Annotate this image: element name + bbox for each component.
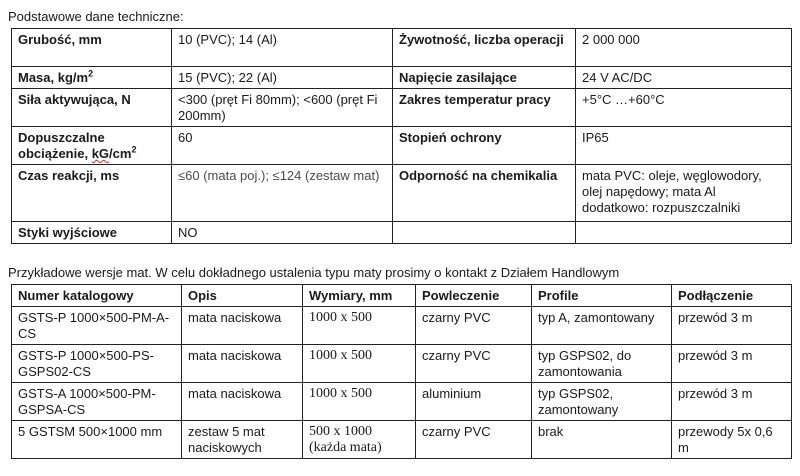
spec-value: mata PVC: oleje, węglowodory, olej napędowy; mata Al dodatkowo: rozpuszczalniki <box>576 165 792 222</box>
catalog-number: 5 GSTSM 500×1000 mm <box>12 421 182 459</box>
spec-value: 10 (PVC); 14 (Al) <box>172 29 393 67</box>
profile: typ GSPS02, do zamontowania <box>532 345 672 383</box>
column-header: Profile <box>532 285 672 307</box>
versions-heading: Przykładowe wersje mat. W celu dokładnego ustalenia typu maty prosimy o kontakt z Działem Handlowym <box>8 265 620 280</box>
dimensions: 1000 x 500 <box>303 383 416 421</box>
description: mata naciskowa <box>182 307 303 345</box>
spec-table <box>11 28 792 244</box>
spec-label: Czas reakcji, ms <box>12 165 172 222</box>
connection: przewód 3 m <box>672 307 792 345</box>
profile: typ A, zamontowany <box>532 307 672 345</box>
dimensions: 1000 x 500 <box>303 307 416 345</box>
table-row <box>12 222 792 244</box>
spec-value: <300 (pręt Fi 80mm); <600 (pręt Fi 200mm) <box>172 89 393 127</box>
catalog-number: GSTS-P 1000×500-PS-GSPS02-CS <box>12 345 182 383</box>
description: zestaw 5 mat naciskowych <box>182 421 303 459</box>
spec-value: 2 000 000 <box>576 29 792 67</box>
dimensions: 500 x 1000 (każda mata) <box>303 421 416 459</box>
spec-heading: Podstawowe dane techniczne: <box>8 9 184 24</box>
table-row <box>12 67 792 89</box>
spec-label: Napięcie zasilające <box>393 67 576 89</box>
connection: przewód 3 m <box>672 345 792 383</box>
table-row <box>12 345 792 383</box>
spec-value: IP65 <box>576 127 792 165</box>
spec-label: Siła aktywująca, N <box>12 89 172 127</box>
spec-label: Odporność na chemikalia <box>393 165 576 222</box>
column-header: Numer katalogowy <box>12 285 182 307</box>
table-row <box>12 421 792 459</box>
table-header-row <box>12 285 792 307</box>
connection: przewód 3 m <box>672 383 792 421</box>
table-row <box>12 127 792 165</box>
spec-value: NO <box>172 222 393 244</box>
versions-table <box>11 284 792 459</box>
column-header: Opis <box>182 285 303 307</box>
spec-value: 24 V AC/DC <box>576 67 792 89</box>
column-header: Podłączenie <box>672 285 792 307</box>
coating: aluminium <box>416 383 532 421</box>
spec-label: Stopień ochrony <box>393 127 576 165</box>
table-row <box>12 307 792 345</box>
spec-value: ≤60 (mata poj.); ≤124 (zestaw mat) <box>172 165 393 222</box>
column-header: Wymiary, mm <box>303 285 416 307</box>
column-header: Powleczenie <box>416 285 532 307</box>
profile: brak <box>532 421 672 459</box>
table-row <box>12 383 792 421</box>
connection: przewody 5x 0,6 m <box>672 421 792 459</box>
catalog-number: GSTS-A 1000×500-PM-GSPSA-CS <box>12 383 182 421</box>
table-row <box>12 165 792 222</box>
profile: typ GSPS02, zamontowany <box>532 383 672 421</box>
spec-label: Dopuszczalne obciążenie, $kG/cm^2$ <box>12 127 172 165</box>
dimensions: 1000 x 500 <box>303 345 416 383</box>
coating: czarny PVC <box>416 345 532 383</box>
coating: czarny PVC <box>416 307 532 345</box>
table-row <box>12 89 792 127</box>
description: mata naciskowa <box>182 383 303 421</box>
spec-value: 15 (PVC); 22 (Al) <box>172 67 393 89</box>
spec-label: Styki wyjściowe <box>12 222 172 244</box>
spec-label: Masa, $kg/m^2$ <box>12 67 172 89</box>
spec-value: +5°C …+60°C <box>576 89 792 127</box>
spec-value: 60 <box>172 127 393 165</box>
table-row <box>12 29 792 67</box>
description: mata naciskowa <box>182 345 303 383</box>
spec-label: Grubość, mm <box>12 29 172 67</box>
coating: czarny PVC <box>416 421 532 459</box>
spec-value <box>576 222 792 244</box>
spec-label: Zakres temperatur pracy <box>393 89 576 127</box>
spec-label: Żywotność, liczba operacji <box>393 29 576 67</box>
catalog-number: GSTS-P 1000×500-PM-A-CS <box>12 307 182 345</box>
spec-label <box>393 222 576 244</box>
